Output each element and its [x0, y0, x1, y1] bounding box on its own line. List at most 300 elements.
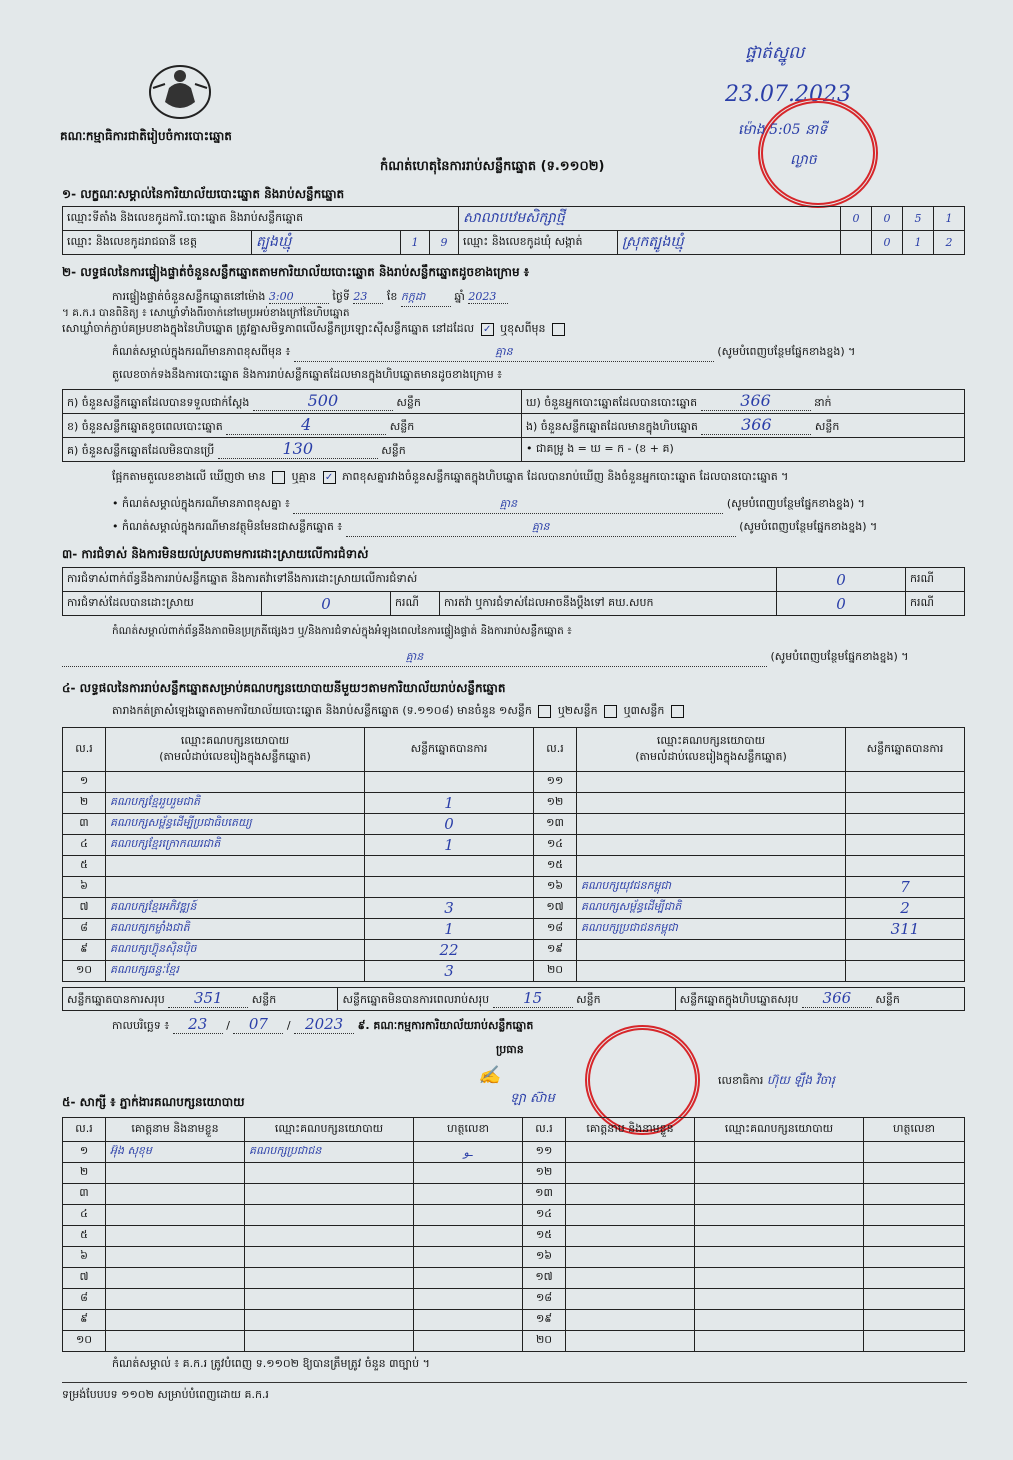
chair-signature: ✍	[478, 1065, 501, 1086]
secretary-line	[718, 1072, 968, 1090]
witness-row-signature	[414, 1289, 523, 1310]
section3-note-value: គ្មាន	[62, 650, 767, 667]
ko-value: 130	[218, 439, 378, 459]
witness-row-signature	[864, 1142, 965, 1163]
result-row-party: គណបក្សហ៊្វុនស៊ិនប៉ិច	[106, 939, 365, 960]
result-row-no: ៤	[63, 834, 106, 855]
witness-row-signature	[864, 1226, 965, 1247]
witness-row-party	[695, 1226, 864, 1247]
section1-table	[62, 206, 965, 255]
result-row-votes	[846, 813, 965, 834]
result-row-party: គណបក្សឆន្ទៈខ្មែរ	[106, 960, 365, 981]
date-label: កាលបរិច្ឆេទ ៖	[112, 1019, 170, 1032]
objection-row2-label: ការជំទាស់ដែលបានដោះស្រាយ	[63, 592, 262, 616]
witness-row-name	[566, 1184, 695, 1205]
para1-text-f: សោឃ្លាំចាក់ភ្ជាប់គម្របខាងក្នុងនៃហិបឆ្នោត ត្រូវគ្នាសមិទ្ធភាពលើសន្លឹកប្រឡោះស៊ីសន្លឹកឆ្នោត នៅដដែល	[62, 322, 475, 335]
table-row	[63, 1184, 965, 1205]
result-row-no: ១៨	[534, 918, 577, 939]
witness-row-party	[695, 1310, 864, 1331]
table-row	[63, 960, 965, 981]
gho-value: 366	[701, 391, 811, 411]
kha-value: 4	[226, 415, 386, 435]
result-row-no: ១៦	[534, 876, 577, 897]
ka-value: 500	[253, 391, 393, 411]
witness-row-name	[566, 1289, 695, 1310]
stamp-date: 23.07.2023	[725, 82, 851, 107]
witness-row-party	[245, 1163, 414, 1184]
totals-table	[62, 987, 965, 1011]
witness-row-party	[695, 1268, 864, 1289]
counts-table	[62, 389, 965, 462]
table-row	[63, 1331, 965, 1352]
section3-heading: ៣- ការជំទាស់ និងការមិនយល់ស្របតាមការដោះស្រាយលើការជំទាស់	[62, 547, 369, 561]
witness-row-name	[106, 1289, 245, 1310]
table-row	[63, 876, 965, 897]
objection-row2b-unit: ករណី	[906, 592, 965, 616]
para1-time: 3:00	[269, 290, 329, 304]
result-row-no: ៧	[63, 897, 106, 918]
para1-month: កក្កដា	[401, 290, 451, 307]
witness-row-party	[695, 1247, 864, 1268]
witness-row-signature	[864, 1163, 965, 1184]
result-row-party	[577, 939, 846, 960]
witness-row-no: ៧	[63, 1268, 106, 1289]
witness-row-party	[245, 1184, 414, 1205]
stamp-hand-1: ផ្ទាត់ស្នូល	[745, 43, 805, 63]
witness-row-name	[106, 1331, 245, 1352]
witness-row-name	[566, 1247, 695, 1268]
para1-text-c: ខែ	[386, 290, 398, 303]
witness-row-name	[106, 1268, 245, 1289]
section4-heading: ៤- លទ្ធផលនៃការរាប់សន្លឹកឆ្នោតសម្រាប់គណបក្សនយោបាយនីមួយៗតាមការិយាល័យរាប់សន្លឹកឆ្នោត	[62, 681, 506, 695]
formula: • ជាគម្រូ ង = ឃ = ក - (ខ + គ)	[522, 438, 965, 462]
objection-row1-label: ការជំទាស់ពាក់ព័ន្ធនឹងការរាប់សន្លឹកឆ្នោត និងការតវ៉ាទៅនឹងការដោះស្រាយលើការជំទាស់	[63, 568, 777, 592]
commune-value: ស្រុកត្បូងឃ្មុំ	[618, 231, 841, 255]
section5-heading: ៥- សាក្សី ៖ ភ្នាក់ងារគណបក្សនយោបាយ	[62, 1095, 245, 1109]
witness-col-no-right: ល.រ	[523, 1118, 566, 1142]
result-row-votes: 7	[846, 876, 965, 897]
commune-code-2: 1	[903, 231, 934, 255]
objection-row1-value: 0	[777, 568, 906, 592]
witness-row-no: ១៤	[523, 1205, 566, 1226]
note-suffix: (សូមបំពេញបន្ថែមផ្នែកខាងខ្នង) ។	[717, 345, 856, 358]
result-row-votes	[846, 960, 965, 981]
commune-label: ឈ្មោះ និងលេខកូដឃុំ សង្កាត់	[459, 231, 618, 255]
para1-text-a: ការផ្ទៀងផ្ទាត់ចំនួនសន្លឹកឆ្នោតនៅម៉ោង	[112, 290, 266, 303]
date-suffix: ៩. គណៈកម្មការការិយាល័យរាប់សន្លឹកឆ្នោត	[357, 1019, 534, 1032]
section2-note	[112, 345, 972, 362]
results-col-party-right	[577, 728, 846, 772]
result-row-no: ៨	[63, 918, 106, 939]
polling-code-2: 0	[872, 207, 903, 231]
result-row-party	[577, 855, 846, 876]
date-line: កាលបរិច្ឆេទ ៖ 23 / 07 / 2023 ៩. គណៈកម្មការការិយាល័យរាប់សន្លឹកឆ្នោត	[112, 1015, 534, 1033]
witness-col-sig-left: ហត្ថលេខា	[414, 1118, 523, 1142]
result-row-party	[577, 813, 846, 834]
witness-row-no: ៤	[63, 1205, 106, 1226]
witness-row-name	[106, 1310, 245, 1331]
table-row	[63, 813, 965, 834]
result-row-no: ៥	[63, 855, 106, 876]
table-row	[63, 834, 965, 855]
result-row-votes: 22	[365, 939, 534, 960]
witness-row-no: ១១	[523, 1142, 566, 1163]
witness-row-name	[566, 1163, 695, 1184]
result-row-party	[577, 772, 846, 793]
date-day: 23	[173, 1015, 223, 1034]
witness-row-no: ១៦	[523, 1247, 566, 1268]
objection-table	[62, 567, 965, 616]
results-col-no-left: ល.រ	[63, 728, 106, 772]
witness-row-party	[245, 1205, 414, 1226]
bullet2-suffix: (សូមបំពេញបន្ថែមផ្នែកខាងខ្នង) ។	[739, 520, 878, 533]
witness-row-name	[566, 1268, 695, 1289]
witness-row-signature	[414, 1310, 523, 1331]
total-valid-unit: សន្លឹក	[251, 993, 277, 1006]
result-row-party	[106, 876, 365, 897]
stamp-hand-2: ម៉ោង 5:05 នាទី	[738, 122, 828, 138]
results-col-no-right: ល.រ	[534, 728, 577, 772]
table-row	[63, 1289, 965, 1310]
section2-para1-line2	[62, 322, 967, 338]
emblem-logo	[145, 58, 215, 120]
result-row-party	[577, 792, 846, 813]
section4-intro	[112, 704, 972, 720]
objection-row2b-value: 0	[777, 592, 906, 616]
witness-row-signature	[414, 1205, 523, 1226]
witness-row-signature	[864, 1268, 965, 1289]
table-row	[63, 1268, 965, 1289]
result-row-no: ២០	[534, 960, 577, 981]
witness-row-signature	[414, 1268, 523, 1289]
gho-label: ឃ) ចំនួនអ្នកបោះឆ្នោតដែលបានបោះឆ្នោត	[526, 396, 698, 409]
result-row-party: គណបក្សសម្ព័ន្ធដើម្បីប្រជាធិបតេយ្យ	[106, 813, 365, 834]
objection-row2-unit: ករណី	[391, 592, 440, 616]
kha-label: ខ) ចំនួនសន្លឹកឆ្នោតខូចពេលបោះឆ្នោត	[67, 420, 223, 433]
result-row-votes	[365, 855, 534, 876]
witness-row-no: ១៩	[523, 1310, 566, 1331]
date-year: 2023	[294, 1015, 354, 1034]
witness-row-signature	[414, 1331, 523, 1352]
result-row-no: ១៧	[534, 897, 577, 918]
result-row-party: គណបក្សប្រជាជនកម្ពុជា	[577, 918, 846, 939]
table-row	[63, 855, 965, 876]
result-row-votes	[846, 792, 965, 813]
result-row-party	[577, 834, 846, 855]
result-row-votes	[365, 772, 534, 793]
witness-row-name: អ៊ុង សុខុម	[106, 1142, 245, 1163]
para1-day: 23	[353, 290, 383, 304]
result-row-party: គណបក្សសម្ព័ន្ធដើម្បីជាតិ	[577, 897, 846, 918]
result-row-votes: 1	[365, 792, 534, 813]
witness-row-party	[245, 1310, 414, 1331]
result-row-votes	[846, 939, 965, 960]
note-value: គ្មាន	[294, 345, 714, 362]
compare-b: ឬគ្មាន	[291, 470, 317, 483]
witness-row-name	[106, 1205, 245, 1226]
ngo-value: 366	[701, 415, 811, 435]
section5-footnote: កំណត់សម្គាល់ ៖ គ.ក.រ ត្រូវបំពេញ ទ.១១០២ ឱ្យបានត្រឹមត្រូវ ចំនួន ៣ច្បាប់ ។	[112, 1357, 430, 1370]
witness-row-name	[106, 1163, 245, 1184]
commune-code-blank	[841, 231, 872, 255]
result-row-votes: 0	[365, 813, 534, 834]
para1-text-b: ថ្ងៃទី	[332, 290, 350, 303]
ngo-label: ង) ចំនួនសន្លឹកឆ្នោតដែលមានក្នុងហិបឆ្នោត	[526, 420, 698, 433]
witness-row-party	[695, 1184, 864, 1205]
witness-col-sig-right: ហត្ថលេខា	[864, 1118, 965, 1142]
witness-row-party	[695, 1142, 864, 1163]
result-row-party: គណបក្សខ្មែរអភិវឌ្ឍន៍	[106, 897, 365, 918]
witness-row-name	[566, 1142, 695, 1163]
witness-row-party	[245, 1331, 414, 1352]
polling-value: សាលាបឋមសិក្សាថ្មី	[459, 207, 841, 231]
province-code-1: 1	[401, 231, 430, 255]
chair-sig-name: ឡា ស៊ាម	[510, 1091, 555, 1106]
table-row	[63, 1205, 965, 1226]
result-row-no: ១០	[63, 960, 106, 981]
section2-para1-line1	[112, 290, 972, 307]
result-row-party	[106, 772, 365, 793]
result-row-votes	[846, 855, 965, 876]
bullet1-line	[112, 497, 972, 514]
witness-row-name	[106, 1226, 245, 1247]
witness-row-party	[695, 1205, 864, 1226]
results-col-party-left	[106, 728, 365, 772]
total-box-unit: សន្លឹក	[875, 993, 900, 1006]
witness-row-no: ១៣	[523, 1184, 566, 1205]
para1-year: 2023	[468, 290, 508, 304]
witness-row-no: ១៨	[523, 1289, 566, 1310]
witness-row-no: ១៥	[523, 1226, 566, 1247]
compare-line	[112, 470, 972, 486]
total-valid-label: សន្លឹកឆ្នោតបានការសរុប	[67, 993, 165, 1006]
table-row	[63, 792, 965, 813]
result-row-no: ១៤	[534, 834, 577, 855]
witness-row-signature	[864, 1205, 965, 1226]
witness-row-no: ៩	[63, 1310, 106, 1331]
different-checkbox[interactable]	[552, 323, 565, 336]
objection-row2b-label: ការតវ៉ា ឬការជំទាស់ដែលអាចនឹងប្តឹងទៅ គឃ.សបក	[440, 592, 777, 616]
witness-row-party	[695, 1289, 864, 1310]
results-col-votes-right: សន្លឹកឆ្នោតបានការ	[846, 728, 965, 772]
province-code-2: 9	[430, 231, 459, 255]
witness-row-signature	[414, 1247, 523, 1268]
witness-col-party-left: ឈ្មោះគណបក្សនយោបាយ	[245, 1118, 414, 1142]
bullet2-value: គ្មាន	[346, 520, 736, 537]
three-sheet-checkbox[interactable]	[671, 705, 684, 718]
result-row-votes	[365, 876, 534, 897]
same-checkbox[interactable]: ✓	[481, 323, 494, 336]
table-row	[63, 772, 965, 793]
commune-code-1: 0	[872, 231, 903, 255]
section3-note-label: កំណត់សម្គាល់ពាក់ព័ន្ធនឹងភាពមិនប្រក្រតីផ្សេងៗ ឬ/និងការជំទាស់ក្នុងអំឡុងពេលនៃការផ្ទៀងផ្ទាត់ និងការរាប់សន្លឹកឆ្នោត ៖	[112, 625, 572, 637]
result-row-votes: 1	[365, 834, 534, 855]
table-row	[63, 939, 965, 960]
compare-a: ផ្អែកតាមតួលេខខាងលើ ឃើញថា មាន	[112, 470, 266, 483]
table-row	[63, 1247, 965, 1268]
section2-heading: ២- លទ្ធផលនៃការផ្ទៀងផ្ទាត់ចំនួនសន្លឹកឆ្នោតតាមការិយាល័យបោះឆ្នោត និងរាប់សន្លឹកឆ្នោតដូចខាងក្រោម ៖	[62, 265, 530, 279]
witness-row-no: ២០	[523, 1331, 566, 1352]
witness-row-signature	[864, 1247, 965, 1268]
results-col-party-left-text: ឈ្មោះគណបក្សនយោបាយ	[180, 733, 290, 747]
footer-text: ទម្រង់បែបបទ ១១០២ សម្រាប់បំពេញដោយ គ.ក.រ	[62, 1388, 269, 1401]
total-invalid-value: 15	[493, 989, 573, 1008]
witness-row-name	[106, 1184, 245, 1205]
result-row-votes: 3	[365, 897, 534, 918]
result-row-votes	[846, 772, 965, 793]
province-value: ត្បូងឃ្មុំ	[252, 231, 401, 255]
witness-col-name-right: គោត្តនាម និងនាមខ្លួន	[566, 1118, 695, 1142]
result-row-party: គណបក្សយុវជនកម្ពុជា	[577, 876, 846, 897]
compare-c: ភាពខុសគ្នារវាងចំនួនសន្លឹកឆ្នោតក្នុងហិបឆ្នោត ដែលបានរាប់ឃើញ និងចំនួនអ្នកបោះឆ្នោត ដែលបានបោះឆ្នោត ។	[342, 470, 789, 483]
witness-row-party	[245, 1268, 414, 1289]
witness-row-party: គណបក្សប្រជាជន	[245, 1142, 414, 1163]
bullet2-label: • កំណត់សម្គាល់ក្នុងករណីមានវត្ថុមិនមែនជាសន្លឹកឆ្នោត ៖	[112, 520, 343, 533]
two-sheet-checkbox[interactable]	[604, 705, 617, 718]
result-row-votes: 311	[846, 918, 965, 939]
witness-row-name	[566, 1331, 695, 1352]
bullet1-value: គ្មាន	[293, 497, 723, 514]
ka-unit: សន្លឹក	[396, 396, 421, 409]
org-name: គណៈកម្មាធិការជាតិរៀបចំការបោះឆ្នោត	[60, 129, 232, 143]
results-col-party-right-sub: (តាមលំដាប់លេខរៀងក្នុងសន្លឹកឆ្នោត)	[635, 749, 787, 763]
total-box-label: សន្លឹកឆ្នោតក្នុងហិបឆ្នោតសរុប	[679, 993, 799, 1006]
witness-row-name	[566, 1310, 695, 1331]
results-table	[62, 727, 965, 982]
result-row-votes	[846, 834, 965, 855]
ka-label: ក) ចំនួនសន្លឹកឆ្នោតដែលបានទទួលជាក់ស្តែង	[67, 396, 250, 409]
result-row-votes: 1	[365, 918, 534, 939]
result-row-party: គណបក្សខ្មែររួបរួមជាតិ	[106, 792, 365, 813]
table-row	[63, 1163, 965, 1184]
result-row-no: ១១	[534, 772, 577, 793]
witness-row-signature	[414, 1163, 523, 1184]
form-title: កំណត់ហេតុនៃការរាប់សន្លឹកឆ្នោត (ទ.១១០២)	[380, 159, 605, 174]
date-month: 07	[233, 1015, 283, 1034]
official-seal-stamp	[758, 98, 878, 208]
section1-heading: ១- លក្ខណៈសម្គាល់នៃការិយាល័យបោះឆ្នោត និងរាប់សន្លឹកឆ្នោត	[62, 187, 345, 201]
stamp-hand-3: ល្ងាច	[790, 152, 817, 168]
witness-row-name	[566, 1226, 695, 1247]
section2-intro2: តួលេខចាក់ទងនឹងការបោះឆ្នោត និងការរាប់សន្លឹកឆ្នោតដែលមានក្នុងហិបឆ្នោតមានដូចខាងក្រោម ៖	[112, 368, 503, 381]
secretary-label: លេខាធិការ	[718, 1074, 764, 1087]
witness-row-signature	[864, 1184, 965, 1205]
section3-note-line	[62, 650, 967, 667]
witness-row-no: ១៧	[523, 1268, 566, 1289]
section2-para1-line1b: ។ គ.ក.រ បានពិនិត្យ ៖ សោឃ្លាំទាំងពីរចាក់នៅមេប្រអប់ខាងក្រៅនៃហិបឆ្នោត	[62, 307, 350, 319]
result-row-no: ១៥	[534, 855, 577, 876]
table-row	[63, 918, 965, 939]
section3-note-suffix: (សូមបំពេញបន្ថែមផ្នែកខាងខ្នង) ។	[770, 650, 909, 663]
results-col-party-right-text: ឈ្មោះគណបក្សនយោបាយ	[656, 733, 766, 747]
section4-intro-text: តារាងកត់ត្រាសំឡេងឆ្នោតតាមការិយាល័យបោះឆ្នោត និងរាប់សន្លឹកឆ្នោត (ទ.១១០៨) មានចំនួន ១សន្លឹក	[112, 704, 532, 717]
objection-row1-unit: ករណី	[906, 568, 965, 592]
para1-text-g: ឬខុសពីមុន	[500, 322, 546, 335]
witness-row-party	[245, 1289, 414, 1310]
bullet1-label: • កំណត់សម្គាល់ក្នុងករណីមានភាពខុសគ្នា ៖	[112, 497, 290, 510]
total-invalid-label: សន្លឹកឆ្នោតមិនបានការពេលរាប់សរុប	[342, 993, 490, 1006]
witness-row-party	[695, 1331, 864, 1352]
total-invalid-unit: សន្លឹក	[576, 993, 601, 1006]
ko-label: គ) ចំនួនសន្លឹកឆ្នោតដែលមិនបានប្រើ	[67, 444, 215, 457]
witness-row-party	[245, 1247, 414, 1268]
result-row-no: ៦	[63, 876, 106, 897]
kha-unit: សន្លឹក	[389, 420, 415, 433]
table-row	[63, 1226, 965, 1247]
witness-row-no: ៦	[63, 1247, 106, 1268]
bullet1-suffix: (សូមបំពេញបន្ថែមផ្នែកខាងខ្នង) ។	[726, 497, 865, 510]
witness-row-name	[566, 1205, 695, 1226]
result-row-party	[577, 960, 846, 981]
secretary-name: ហ៊ុយ ឡឹង វិចារុ	[766, 1073, 835, 1087]
witness-row-signature	[414, 1184, 523, 1205]
witness-row-signature	[864, 1289, 965, 1310]
polling-code-3: 5	[903, 207, 934, 231]
bullet2-line	[112, 520, 972, 537]
para1-text-d: ឆ្នាំ	[454, 290, 465, 303]
witness-col-party-right: ឈ្មោះគណបក្សនយោបាយ	[695, 1118, 864, 1142]
one-sheet-checkbox[interactable]	[538, 705, 551, 718]
ko-unit: សន្លឹក	[381, 444, 406, 457]
witness-row-no: ៣	[63, 1184, 106, 1205]
witness-row-signature: ـو	[414, 1142, 523, 1163]
result-row-party	[106, 855, 365, 876]
result-row-no: ១៣	[534, 813, 577, 834]
no-difference-checkbox[interactable]: ✓	[323, 471, 336, 484]
witness-row-party	[245, 1226, 414, 1247]
witness-row-party	[695, 1163, 864, 1184]
polling-code-1: 0	[841, 207, 872, 231]
polling-label: ឈ្មោះទីតាំង និងលេខកូដការិ.បោះឆ្នោត និងរាប់សន្លឹកឆ្នោត	[63, 207, 459, 231]
result-row-no: ១៩	[534, 939, 577, 960]
witness-col-name-left: គោត្តនាម និងនាមខ្លួន	[106, 1118, 245, 1142]
province-label: ឈ្មោះ និងលេខកូដរាជធានី ខេត្ត	[63, 231, 252, 255]
results-col-party-left-sub: (តាមលំដាប់លេខរៀងក្នុងសន្លឹកឆ្នោត)	[159, 749, 311, 763]
result-row-votes: 2	[846, 897, 965, 918]
witness-row-no: ៥	[63, 1226, 106, 1247]
result-row-no: ៩	[63, 939, 106, 960]
result-row-no: ២	[63, 792, 106, 813]
table-row	[63, 1310, 965, 1331]
chair-label: ប្រធាន	[496, 1043, 524, 1056]
total-box-value: 366	[802, 989, 872, 1008]
witness-row-no: ១០	[63, 1331, 106, 1352]
result-row-party: គណបក្សកម្លាំងជាតិ	[106, 918, 365, 939]
witness-row-no: ៨	[63, 1289, 106, 1310]
witness-row-signature	[864, 1310, 965, 1331]
total-valid-value: 351	[168, 989, 248, 1008]
witness-table	[62, 1117, 965, 1352]
result-row-votes: 3	[365, 960, 534, 981]
objection-row2-value: 0	[262, 592, 391, 616]
ngo-unit: សន្លឹក	[814, 420, 840, 433]
witness-col-no-left: ល.រ	[63, 1118, 106, 1142]
results-col-votes-left: សន្លឹកឆ្នោតបានការ	[365, 728, 534, 772]
witness-row-name	[106, 1247, 245, 1268]
witness-row-no: ១២	[523, 1163, 566, 1184]
section4-intro-c: ឬ៣សន្លឹក	[623, 704, 665, 717]
gho-unit: នាក់	[814, 396, 832, 409]
table-row	[63, 1142, 965, 1163]
result-row-no: ៣	[63, 813, 106, 834]
note-label: កំណត់សម្គាល់ក្នុងករណីមានភាពខុសពីមុន ៖	[112, 345, 291, 358]
witness-row-no: ២	[63, 1163, 106, 1184]
commune-code-3: 2	[934, 231, 965, 255]
result-row-no: ១២	[534, 792, 577, 813]
section4-intro-b: ឬ២សន្លឹក	[557, 704, 598, 717]
has-difference-checkbox[interactable]	[272, 471, 285, 484]
witness-row-signature	[414, 1226, 523, 1247]
